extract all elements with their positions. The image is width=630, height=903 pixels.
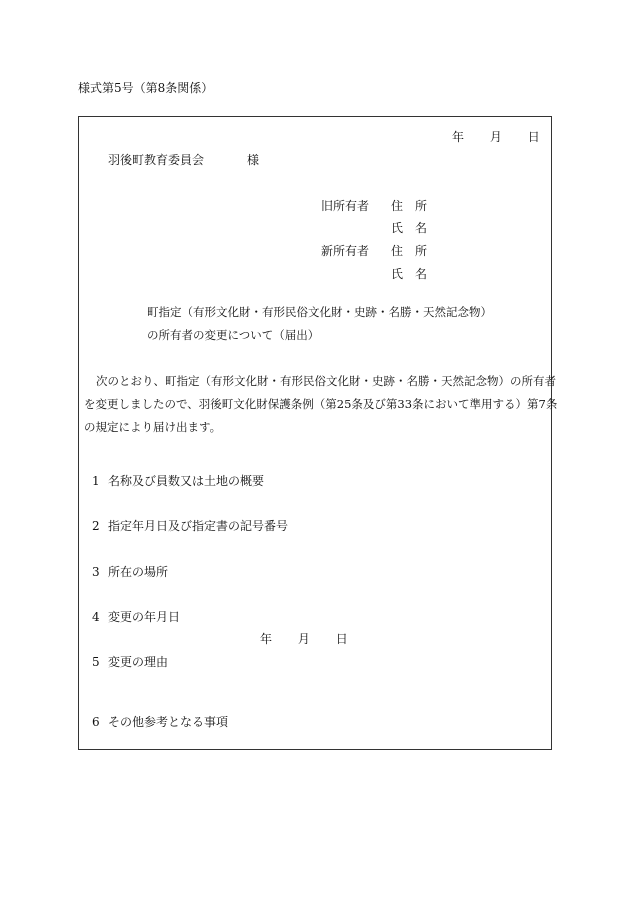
body-text-line1: 次のとおり、町指定（有形文化財・有形民俗文化財・史跡・名勝・天然記念物）の所有者 bbox=[96, 374, 556, 388]
item-number: 5 bbox=[92, 655, 100, 669]
old-owner-name-label: 氏 名 bbox=[391, 221, 428, 235]
document-title-line2: の所有者の変更について（届出） bbox=[147, 328, 320, 342]
header-date bbox=[452, 131, 540, 143]
change-date-day: 日 bbox=[335, 632, 348, 646]
document-title-line1: 町指定（有形文化財・有形民俗文化財・史跡・名勝・天然記念物） bbox=[147, 305, 492, 319]
change-date-year: 年 bbox=[260, 632, 273, 646]
body-text-line3: の規定により届け出ます。 bbox=[84, 420, 222, 434]
header-date-month: 月 bbox=[489, 130, 502, 144]
new-owner-address-label: 住 所 bbox=[391, 244, 428, 258]
header-date-day: 日 bbox=[527, 130, 540, 144]
item-number: 4 bbox=[92, 610, 100, 624]
item-label: その他参考となる事項 bbox=[108, 715, 229, 729]
item-label: 指定年月日及び指定書の記号番号 bbox=[108, 519, 289, 533]
item-label: 変更の理由 bbox=[108, 655, 169, 669]
new-owner-label: 新所有者 bbox=[321, 244, 370, 258]
old-owner-label: 旧所有者 bbox=[321, 199, 370, 213]
item-label: 所在の場所 bbox=[108, 565, 169, 579]
item-number: 1 bbox=[92, 474, 100, 488]
form-number: 様式第5号（第8条関係） bbox=[78, 81, 214, 95]
addressee-honorific: 様 bbox=[247, 153, 260, 167]
item-label: 名称及び員数又は土地の概要 bbox=[108, 474, 265, 488]
old-owner-address-label: 住 所 bbox=[391, 199, 428, 213]
item-number: 2 bbox=[92, 519, 100, 533]
header-date-year: 年 bbox=[452, 130, 465, 144]
change-date-month: 月 bbox=[297, 632, 310, 646]
item-label: 変更の年月日 bbox=[108, 610, 181, 624]
addressee-name: 羽後町教育委員会 bbox=[108, 153, 205, 167]
body-text-line2: を変更しましたので、羽後町文化財保護条例（第25条及び第33条において準用する）第7条 bbox=[84, 397, 558, 411]
item-number: 6 bbox=[92, 715, 100, 729]
change-date bbox=[260, 633, 348, 645]
new-owner-name-label: 氏 名 bbox=[391, 267, 428, 281]
item-number: 3 bbox=[92, 565, 100, 579]
